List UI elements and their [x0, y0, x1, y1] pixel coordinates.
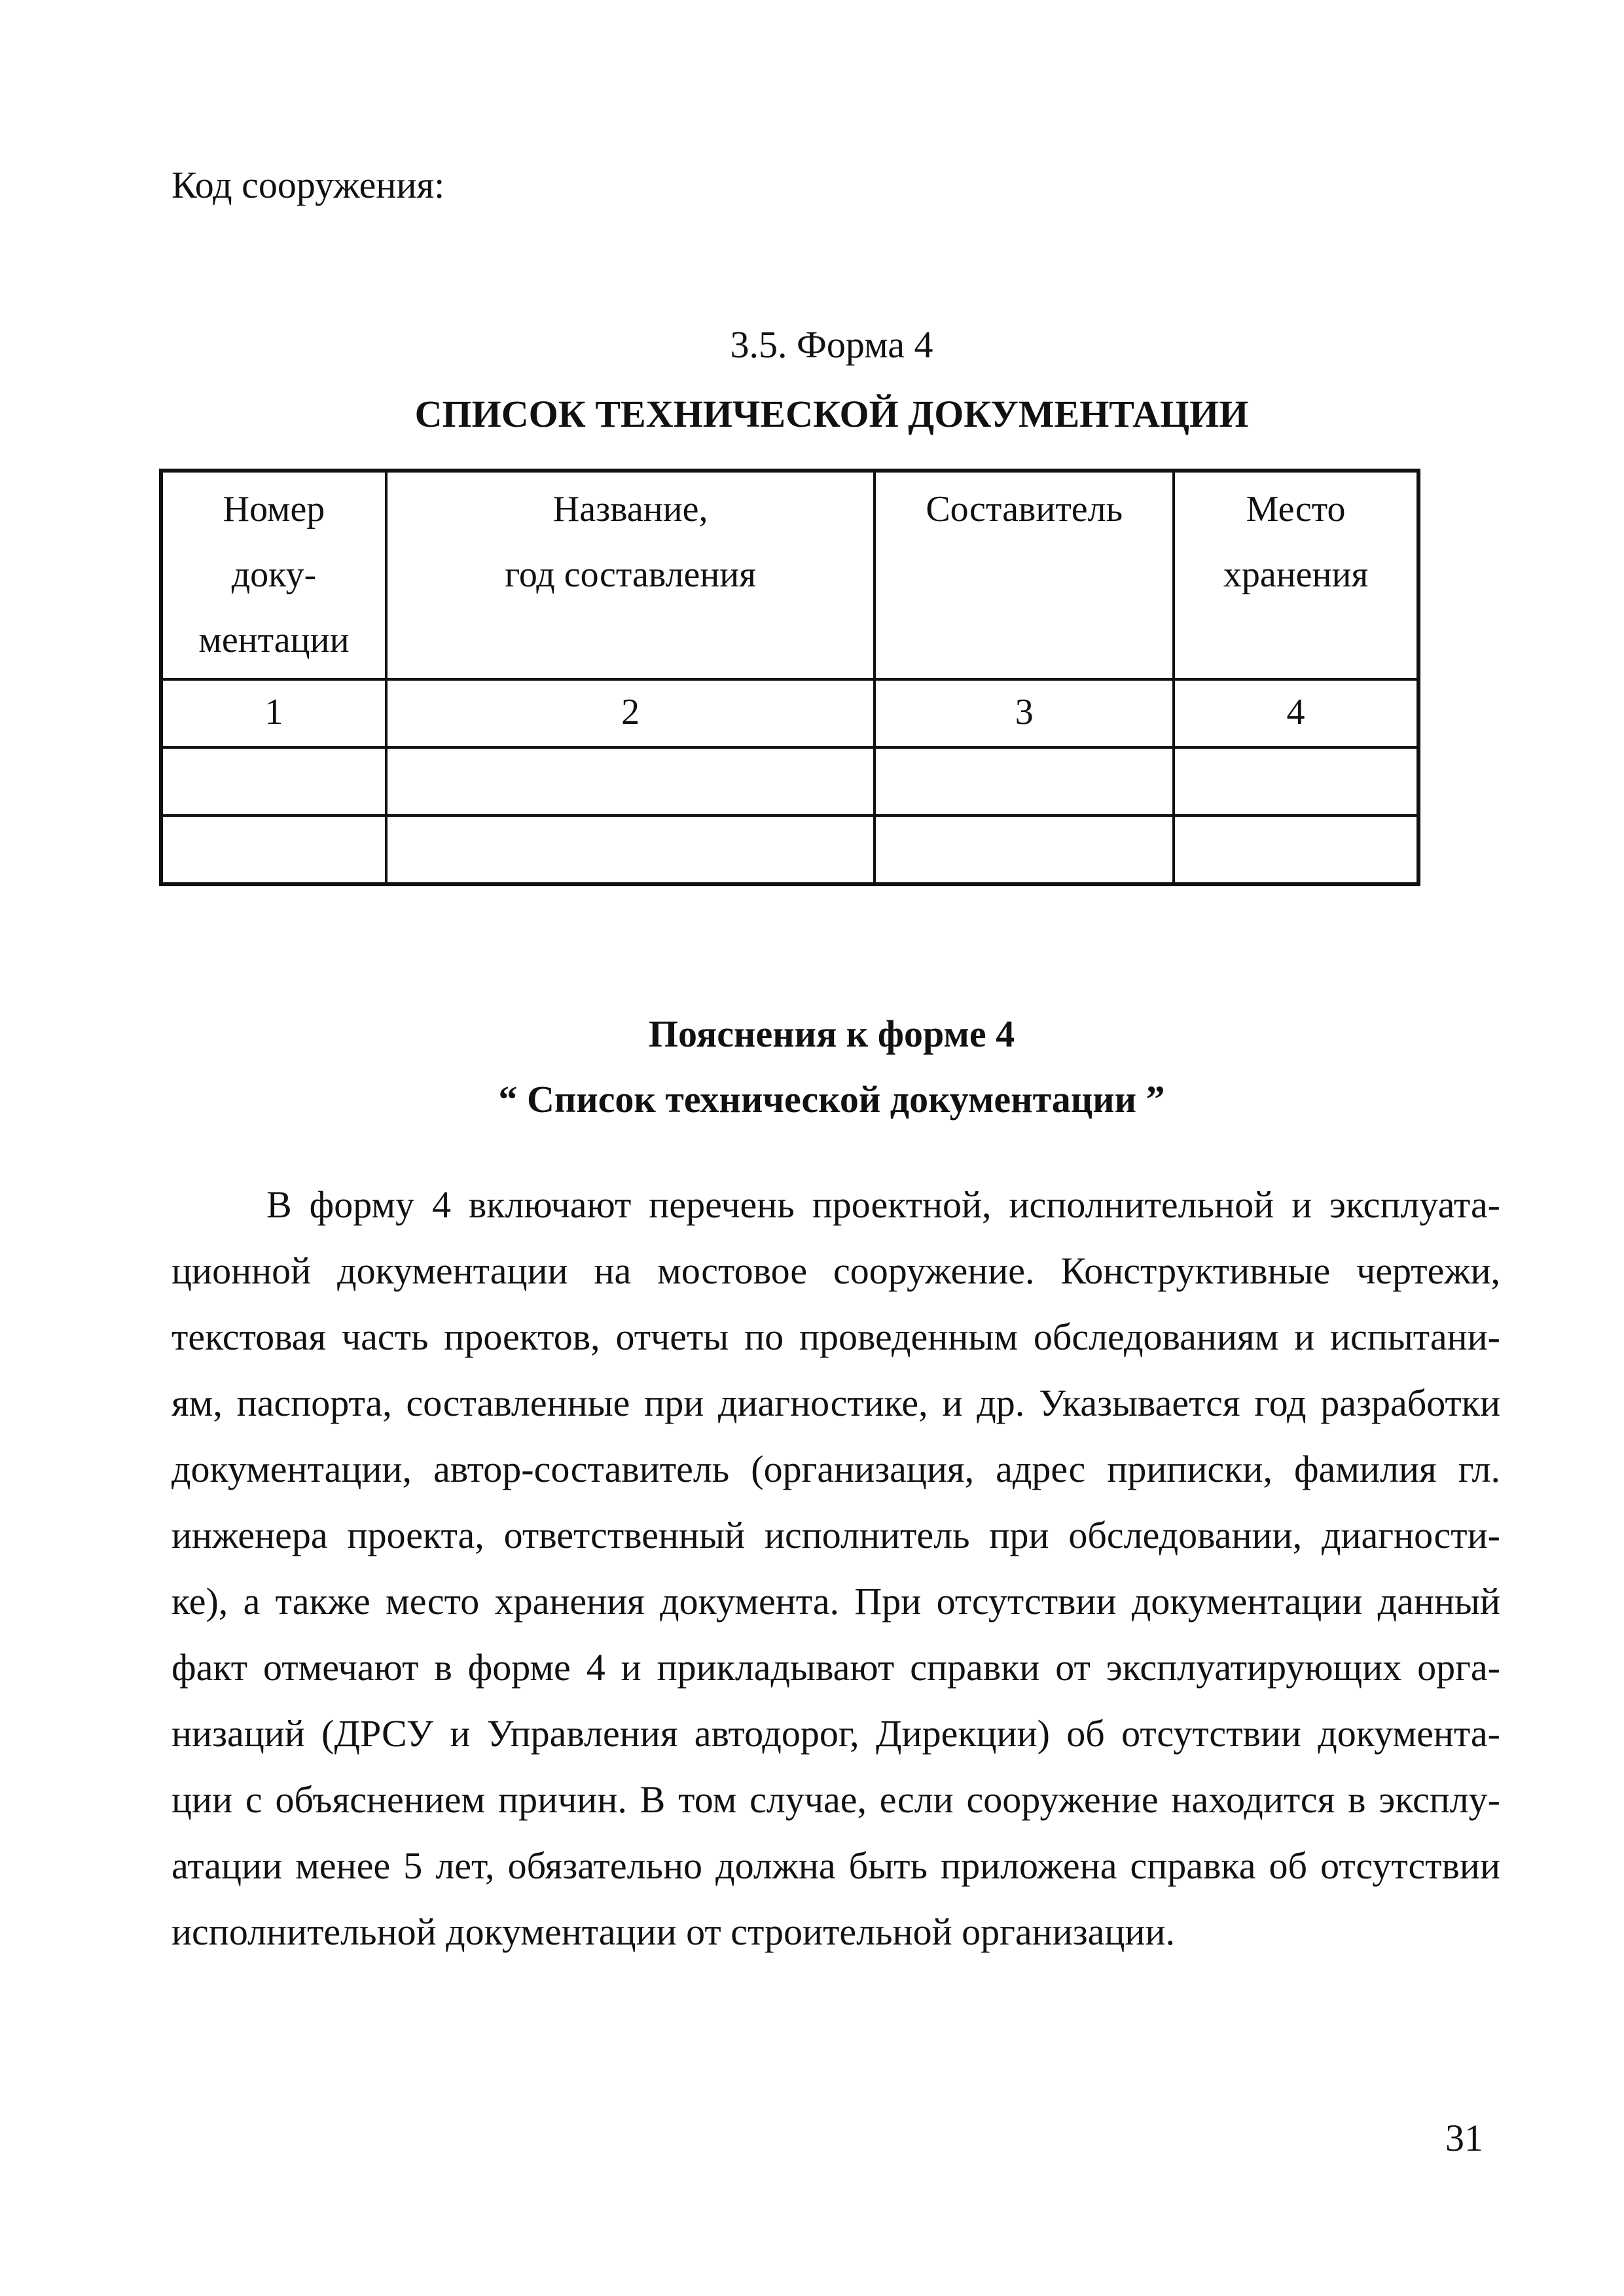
paragraph-line: атации менее 5 лет, обязательно должна быть приложена справка об отсутствии: [171, 1844, 1500, 1887]
form-title: СПИСОК ТЕХНИЧЕСКОЙ ДОКУМЕНТАЦИИ: [414, 393, 1249, 435]
header-storage-place: [1174, 471, 1418, 679]
header-line: Номер: [223, 489, 325, 529]
paragraph-line: факт отмечают в форме 4 и прикладывают справки от эксплуатирующих орга-: [171, 1646, 1500, 1689]
empty-cell: [1174, 816, 1418, 884]
paragraph-line: текстовая часть проектов, отчеты по проведенным обследованиям и испытани-: [171, 1316, 1500, 1358]
header-author: [875, 471, 1174, 679]
header-line: ментации: [198, 620, 350, 660]
empty-cell: [161, 747, 386, 816]
structure-code-label: Код сооружения:: [171, 164, 445, 206]
explanation-paragraph: [171, 1172, 1500, 1965]
empty-cell: [161, 816, 386, 884]
column-number: 1: [161, 679, 386, 747]
paragraph-line: инженера проекта, ответственный исполнитель при обследовании, диагности-: [171, 1514, 1500, 1556]
paragraph-line: документации, автор-составитель (организация, адрес приписки, фамилия гл.: [171, 1448, 1500, 1490]
paragraph-line: ке), а также место хранения документа. При отсутствии документации данный: [171, 1580, 1500, 1623]
column-number-row: [161, 679, 1418, 747]
empty-cell: [1174, 747, 1418, 816]
page-number: 31: [1445, 2117, 1483, 2159]
empty-cell: [386, 816, 875, 884]
empty-cell: [386, 747, 875, 816]
empty-cell: [875, 816, 1174, 884]
form-number: 3.5. Форма 4: [730, 323, 933, 366]
column-number: 2: [386, 679, 875, 747]
explanation-subtitle: “ Список технической документации ”: [498, 1078, 1165, 1121]
header-line: Название,: [552, 489, 708, 529]
paragraph-line: ции с объяснением причин. В том случае, если сооружение находится в эксплу-: [171, 1778, 1500, 1821]
table-row: [161, 816, 1418, 884]
paragraph-line: ционной документации на мостовое сооружение. Конструктивные чертежи,: [171, 1249, 1500, 1292]
header-line: Место: [1246, 489, 1346, 529]
table-row: [161, 747, 1418, 816]
column-number: 3: [875, 679, 1174, 747]
header-line: доку-: [231, 554, 317, 595]
paragraph-line: низаций (ДРСУ и Управления автодорог, Дирекции) об отсутствии документа-: [171, 1712, 1500, 1755]
technical-documentation-table: [159, 469, 1420, 886]
explanation-title: Пояснения к форме 4: [648, 1013, 1015, 1055]
paragraph-line: В форму 4 включают перечень проектной, исполнительной и эксплуата-: [266, 1183, 1500, 1226]
header-line: год составления: [505, 554, 757, 595]
header-title-year: [386, 471, 875, 679]
column-number: 4: [1174, 679, 1418, 747]
table-header-row: [161, 471, 1418, 679]
paragraph-line: исполнительной документации от строительной организации.: [171, 1910, 1176, 1953]
empty-cell: [875, 747, 1174, 816]
header-doc-number: [161, 471, 386, 679]
paragraph-line: ям, паспорта, составленные при диагностике, и др. Указывается год разработки: [171, 1382, 1500, 1424]
header-line: хранения: [1223, 554, 1369, 595]
header-line: Составитель: [926, 489, 1123, 529]
